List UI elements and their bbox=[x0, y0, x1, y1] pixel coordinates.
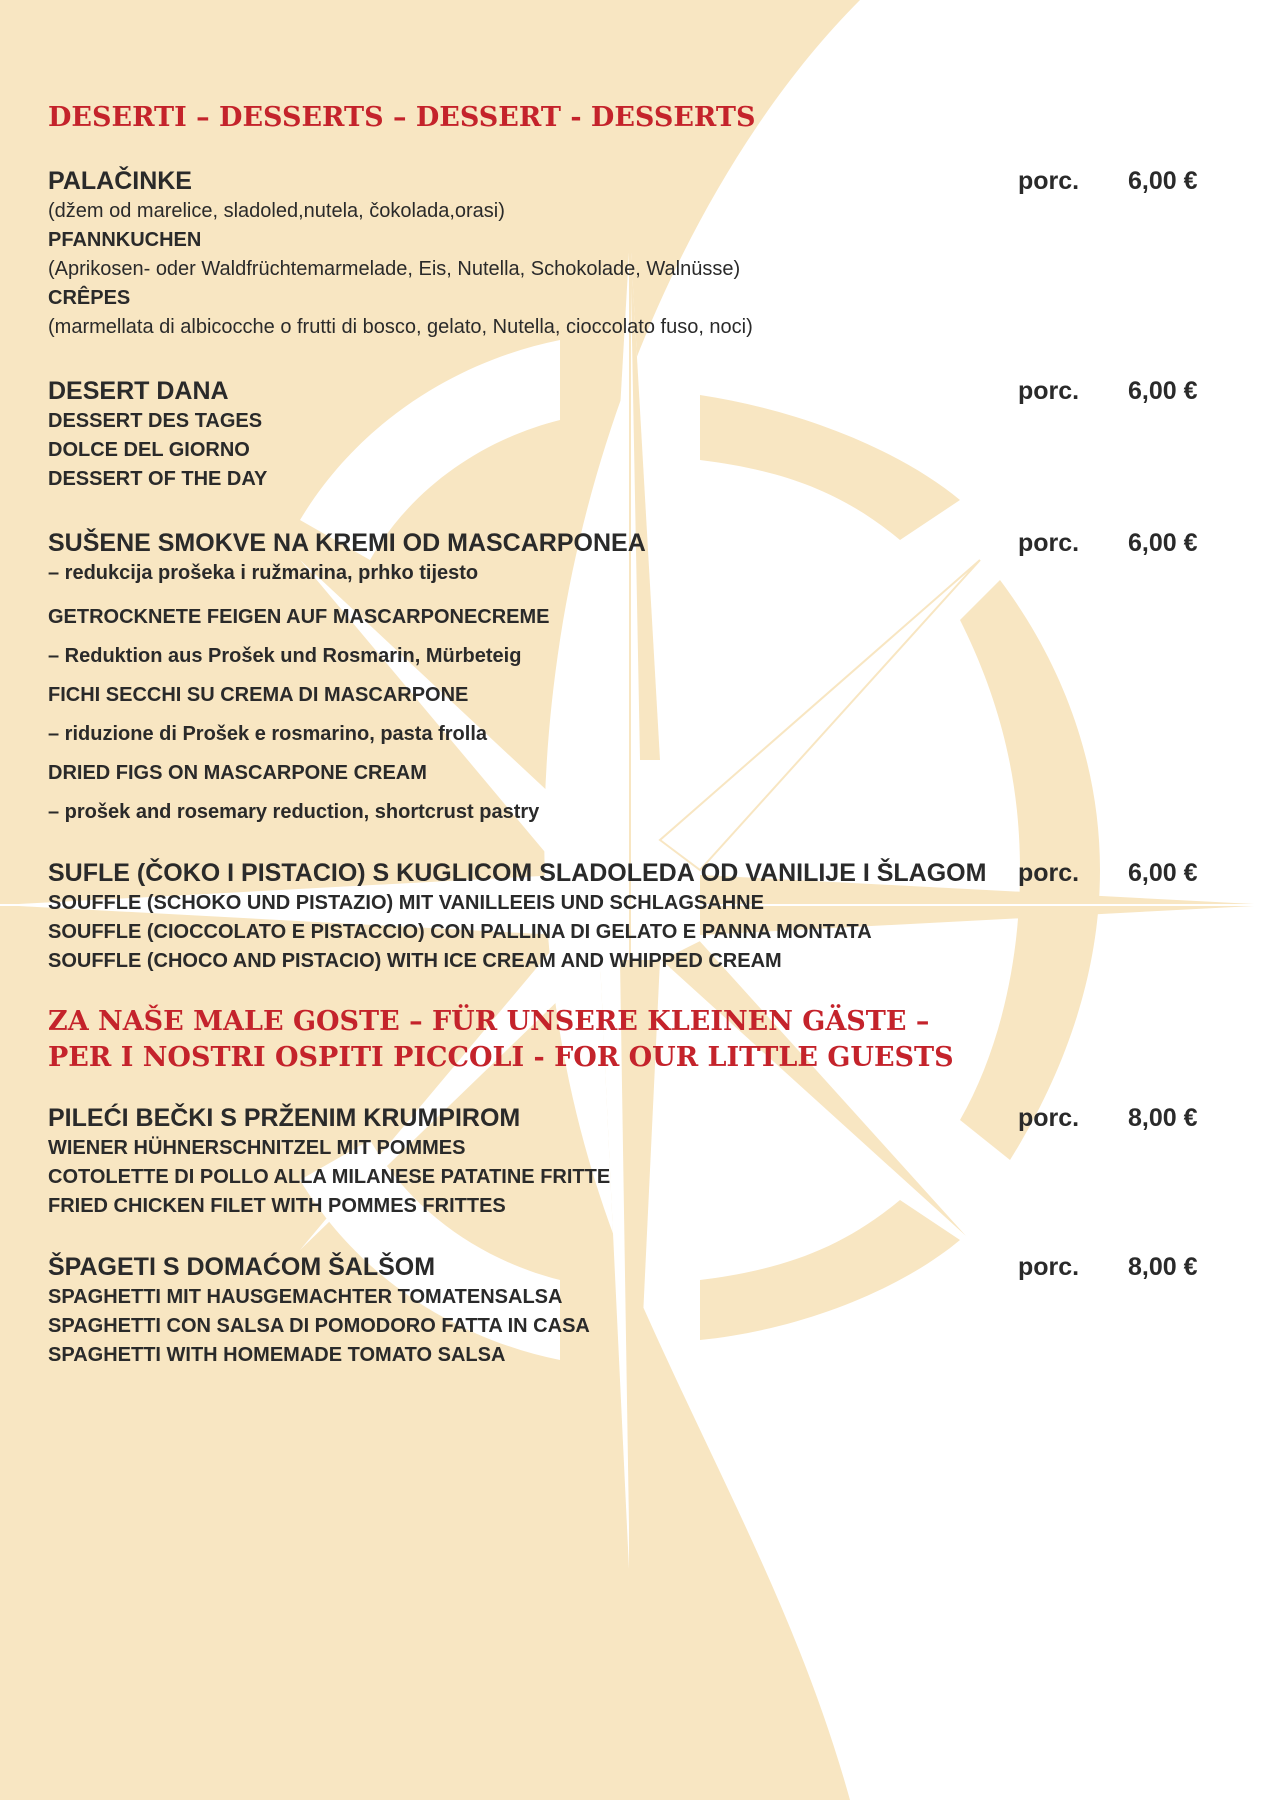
item-translation: DESSERT DES TAGES bbox=[48, 410, 263, 432]
item-translation: SPAGHETTI WITH HOMEMADE TOMATO SALSA bbox=[48, 1344, 506, 1366]
menu-item-desert-dana bbox=[48, 375, 1228, 494]
item-name: DESERT DANA bbox=[48, 377, 229, 405]
item-price: 6,00 € bbox=[1128, 167, 1198, 195]
item-description: (marmellata di albicocche o frutti di bosco, gelato, Nutella, cioccolato fuso, noci) bbox=[48, 316, 753, 338]
item-unit: porc. bbox=[1018, 859, 1080, 887]
item-translation: DESSERT OF THE DAY bbox=[48, 468, 268, 490]
item-unit: porc. bbox=[1018, 529, 1080, 557]
item-translation: – prošek and rosemary reduction, shortcrust pastry bbox=[48, 801, 540, 823]
menu-item-spageti bbox=[48, 1251, 1228, 1370]
item-name: PALAČINKE bbox=[48, 167, 192, 195]
item-translation: SOUFFLE (CHOCO AND PISTACIO) WITH ICE CREAM AND WHIPPED CREAM bbox=[48, 950, 782, 972]
item-translation: PFANNKUCHEN bbox=[48, 229, 202, 251]
item-name: ŠPAGETI S DOMAĆOM ŠALŠOM bbox=[48, 1253, 436, 1281]
item-price: 6,00 € bbox=[1128, 859, 1198, 887]
menu-item-sufle bbox=[48, 857, 1228, 976]
item-price: 6,00 € bbox=[1128, 377, 1198, 405]
item-translation: FRIED CHICKEN FILET WITH POMMES FRITTES bbox=[48, 1195, 506, 1217]
item-translation: FICHI SECCHI SU CREMA DI MASCARPONE bbox=[48, 684, 469, 706]
section-title-desserts: DESERTI – DESSERTS – DESSERT - DESSERTS bbox=[48, 102, 756, 133]
section-title-line: ZA NAŠE MALE GOSTE – FÜR UNSERE KLEINEN GÄSTE – bbox=[48, 1006, 930, 1037]
item-unit: porc. bbox=[1018, 1104, 1080, 1132]
menu-item-pileci-becki bbox=[48, 1102, 1228, 1221]
item-translation: COTOLETTE DI POLLO ALLA MILANESE PATATINE FRITTE bbox=[48, 1166, 611, 1188]
item-name: PILEĆI BEČKI S PRŽENIM KRUMPIROM bbox=[48, 1104, 521, 1132]
item-translation: SOUFFLE (CIOCCOLATO E PISTACCIO) CON PALLINA DI GELATO E PANNA MONTATA bbox=[48, 921, 872, 943]
menu-item-susene-smokve bbox=[48, 527, 1228, 832]
item-translation: SOUFFLE (SCHOKO UND PISTAZIO) MIT VANILLEEIS UND SCHLAGSAHNE bbox=[48, 892, 764, 914]
item-translation: WIENER HÜHNERSCHNITZEL MIT POMMES bbox=[48, 1137, 466, 1159]
item-name: SUFLE (ČOKO I PISTACIO) S KUGLICOM SLADOLEDA OD VANILIJE I ŠLAGOM bbox=[48, 859, 987, 887]
item-translation: GETROCKNETE FEIGEN AUF MASCARPONECREME bbox=[48, 606, 550, 628]
item-translation: SPAGHETTI CON SALSA DI POMODORO FATTA IN CASA bbox=[48, 1315, 590, 1337]
item-translation: – riduzione di Prošek e rosmarino, pasta frolla bbox=[48, 723, 488, 745]
menu-item-palacinke bbox=[48, 165, 1228, 342]
item-price: 6,00 € bbox=[1128, 529, 1198, 557]
section-title-line: PER I NOSTRI OSPITI PICCOLI - FOR OUR LITTLE GUESTS bbox=[48, 1042, 954, 1073]
item-translation: – redukcija prošeka i ružmarina, prhko tijesto bbox=[48, 562, 479, 584]
item-unit: porc. bbox=[1018, 377, 1080, 405]
item-description: (džem od marelice, sladoled,nutela, čokolada,orasi) bbox=[48, 200, 505, 222]
item-translation: CRÊPES bbox=[48, 287, 131, 309]
item-name: SUŠENE SMOKVE NA KREMI OD MASCARPONEA bbox=[48, 529, 646, 557]
item-unit: porc. bbox=[1018, 167, 1080, 195]
item-translation: SPAGHETTI MIT HAUSGEMACHTER TOMATENSALSA bbox=[48, 1286, 563, 1308]
item-unit: porc. bbox=[1018, 1253, 1080, 1281]
item-price: 8,00 € bbox=[1128, 1104, 1198, 1132]
item-price: 8,00 € bbox=[1128, 1253, 1198, 1281]
item-translation: DRIED FIGS ON MASCARPONE CREAM bbox=[48, 762, 427, 784]
item-translation: – Reduktion aus Prošek und Rosmarin, Mürbeteig bbox=[48, 645, 522, 667]
item-description: (Aprikosen- oder Waldfrüchtemarmelade, Eis, Nutella, Schokolade, Walnüsse) bbox=[48, 258, 741, 280]
section-title-kids bbox=[48, 1004, 954, 1076]
item-translation: DOLCE DEL GIORNO bbox=[48, 439, 250, 461]
